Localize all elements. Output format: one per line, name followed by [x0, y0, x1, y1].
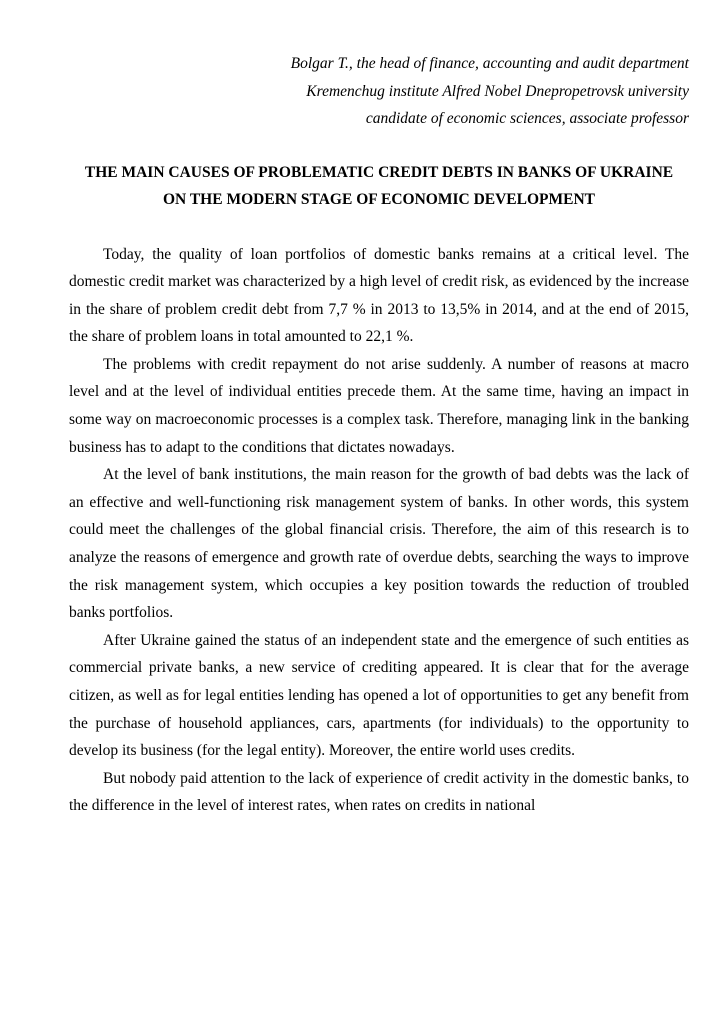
- author-block: [69, 50, 689, 133]
- body-paragraph-5: But nobody paid attention to the lack of experience of credit activity in the domestic banks, to the difference in the level of interest rates, when rates on credits in national: [69, 769, 689, 815]
- body-paragraph-4: After Ukraine gained the status of an independent state and the emergence of such entities as commercial private banks, a new service of crediting appeared. It is clear that for the average citizen, as well as for legal entities lending has opened a lot of opportunities to get any benefit from the purchase of household appliances, cars, apartments (for individuals) to the opportunity to develop its business (for the legal entity). Moreover, the entire world uses credits.: [69, 631, 689, 760]
- body-paragraph-1: Today, the quality of loan portfolios of domestic banks remains at a critical level. The domestic credit market was characterized by a high level of credit risk, as evidenced by the increase in the share of problem credit debt from 7,7 % in 2013 to 13,5% in 2014, and at the end of 2015, the share of problem loans in total amounted to 22,1 %.: [69, 245, 689, 346]
- author-name-line: Bolgar T., the head of finance, accounting and audit department: [290, 55, 689, 72]
- document-page: [69, 50, 689, 820]
- paper-body: [69, 241, 689, 820]
- body-paragraph-2: The problems with credit repayment do not arise suddenly. A number of reasons at macro level and at the level of individual entities precede them. At the same time, having an impact in some way on macroeconomic processes is a complex task. Therefore, managing link in the banking business has to adapt to the conditions that dictates nowadays.: [69, 355, 689, 456]
- author-institution-line: Kremenchug institute Alfred Nobel Dnepropetrovsk university: [306, 82, 689, 100]
- paper-title: [69, 159, 689, 214]
- body-paragraph-3: At the level of bank institutions, the main reason for the growth of bad debts was the lack of an effective and well-functioning risk management system of banks. In other words, this system could meet the challenges of the global financial crisis. Therefore, the aim of this research is to analyze the reasons of emergence and growth rate of overdue debts, searching the ways to improve the risk management system, which occupies a key position towards the reduction of troubled banks portfolios.: [69, 466, 689, 622]
- author-degree-line: candidate of economic sciences, associate professor: [365, 110, 689, 127]
- title-line-1: THE MAIN CAUSES OF PROBLEMATIC CREDIT DEBTS IN BANKS OF UKRAINE: [84, 163, 674, 181]
- title-line-2: ON THE MODERN STAGE OF ECONOMIC DEVELOPMENT: [162, 191, 596, 208]
